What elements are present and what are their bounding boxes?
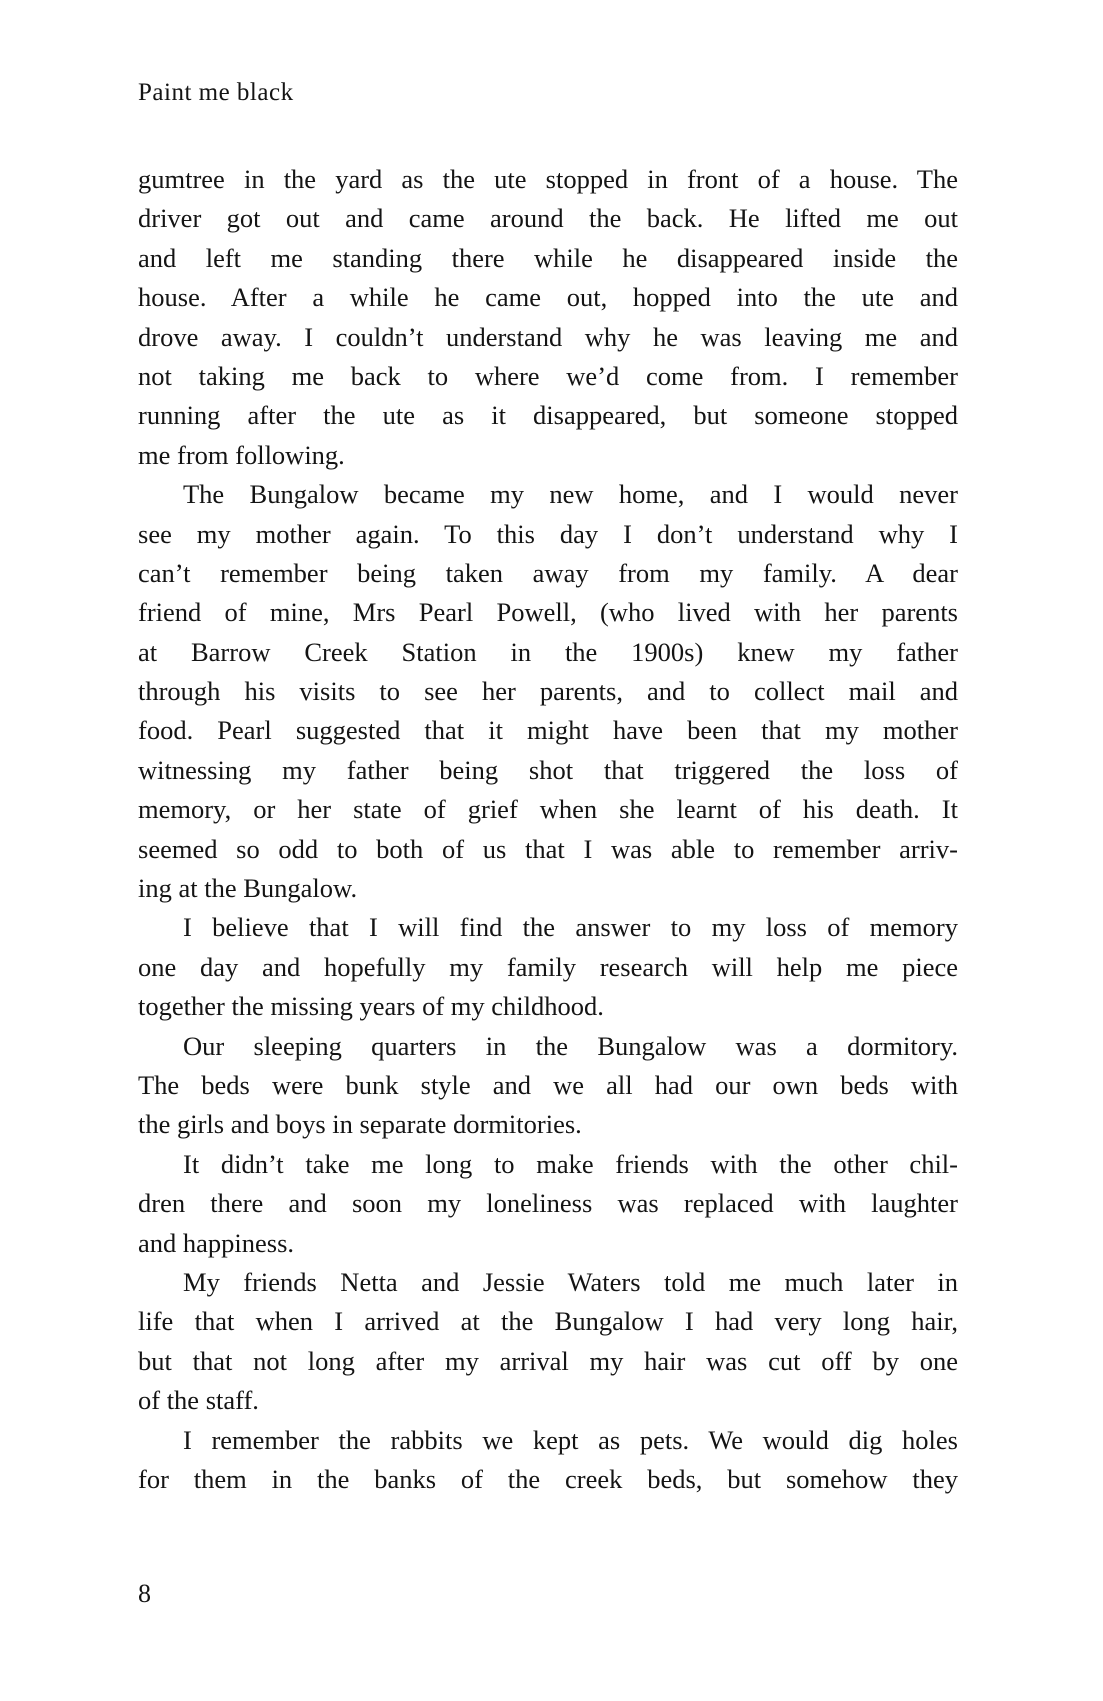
text-line: and left me standing there while he disappeared inside the xyxy=(138,242,958,273)
page-number: 8 xyxy=(138,1579,151,1608)
text-line: see my mother again. To this day I don’t understand why I xyxy=(138,518,958,549)
text-line: and happiness. xyxy=(138,1227,295,1258)
text-line: driver got out and came around the back. He lifted me out xyxy=(138,203,958,234)
text-line: I remember the rabbits we kept as pets. We would dig holes xyxy=(183,1424,958,1455)
text-line: memory, or her state of grief when she learnt of his death. It xyxy=(138,794,958,825)
text-line: gumtree in the yard as the ute stopped in front of a house. The xyxy=(138,164,958,194)
text-line: for them in the banks of the creek beds, but somehow they xyxy=(138,1463,958,1494)
text-line: Our sleeping quarters in the Bungalow was a dormitory. xyxy=(183,1030,958,1061)
text-line: ing at the Bungalow. xyxy=(138,873,358,904)
text-line: witnessing my father being shot that triggered the loss of xyxy=(138,754,958,785)
running-header: Paint me black xyxy=(138,79,294,106)
text-line: The beds were bunk style and we all had our own beds with xyxy=(138,1069,958,1100)
text-line: one day and hopefully my family research will help me piece xyxy=(138,951,958,982)
text-line: running after the ute as it disappeared, but someone stopped xyxy=(138,400,958,431)
text-line: together the missing years of my childhood. xyxy=(138,991,604,1022)
text-line: seemed so odd to both of us that I was able to remember arriv- xyxy=(138,833,958,864)
text-line: My friends Netta and Jessie Waters told me much later in xyxy=(183,1266,958,1297)
text-line: the girls and boys in separate dormitories. xyxy=(138,1109,582,1140)
text-line: at Barrow Creek Station in the 1900s) knew my father xyxy=(138,636,958,667)
body-text xyxy=(138,160,958,1499)
text-line: through his visits to see her parents, and to collect mail and xyxy=(138,676,958,707)
text-line: I believe that I will find the answer to my loss of memory xyxy=(183,912,958,943)
text-line: but that not long after my arrival my hair was cut off by one xyxy=(138,1345,958,1376)
text-line: dren there and soon my loneliness was replaced with laughter xyxy=(138,1188,958,1219)
text-line: house. After a while he came out, hopped into the ute and xyxy=(138,282,958,313)
text-line: The Bungalow became my new home, and I would never xyxy=(183,479,958,510)
text-line: life that when I arrived at the Bungalow I had very long hair, xyxy=(138,1306,958,1337)
text-line: food. Pearl suggested that it might have been that my mother xyxy=(138,715,958,746)
text-line: drove away. I couldn’t understand why he was leaving me and xyxy=(138,321,958,352)
text-line: me from following. xyxy=(138,439,345,470)
text-line: of the staff. xyxy=(138,1385,259,1416)
text-line: can’t remember being taken away from my family. A dear xyxy=(138,557,958,588)
text-line: not taking me back to where we’d come from. I remember xyxy=(138,360,958,391)
text-line: It didn’t take me long to make friends with the other chil- xyxy=(183,1148,958,1179)
text-line: friend of mine, Mrs Pearl Powell, (who lived with her parents xyxy=(138,597,958,628)
